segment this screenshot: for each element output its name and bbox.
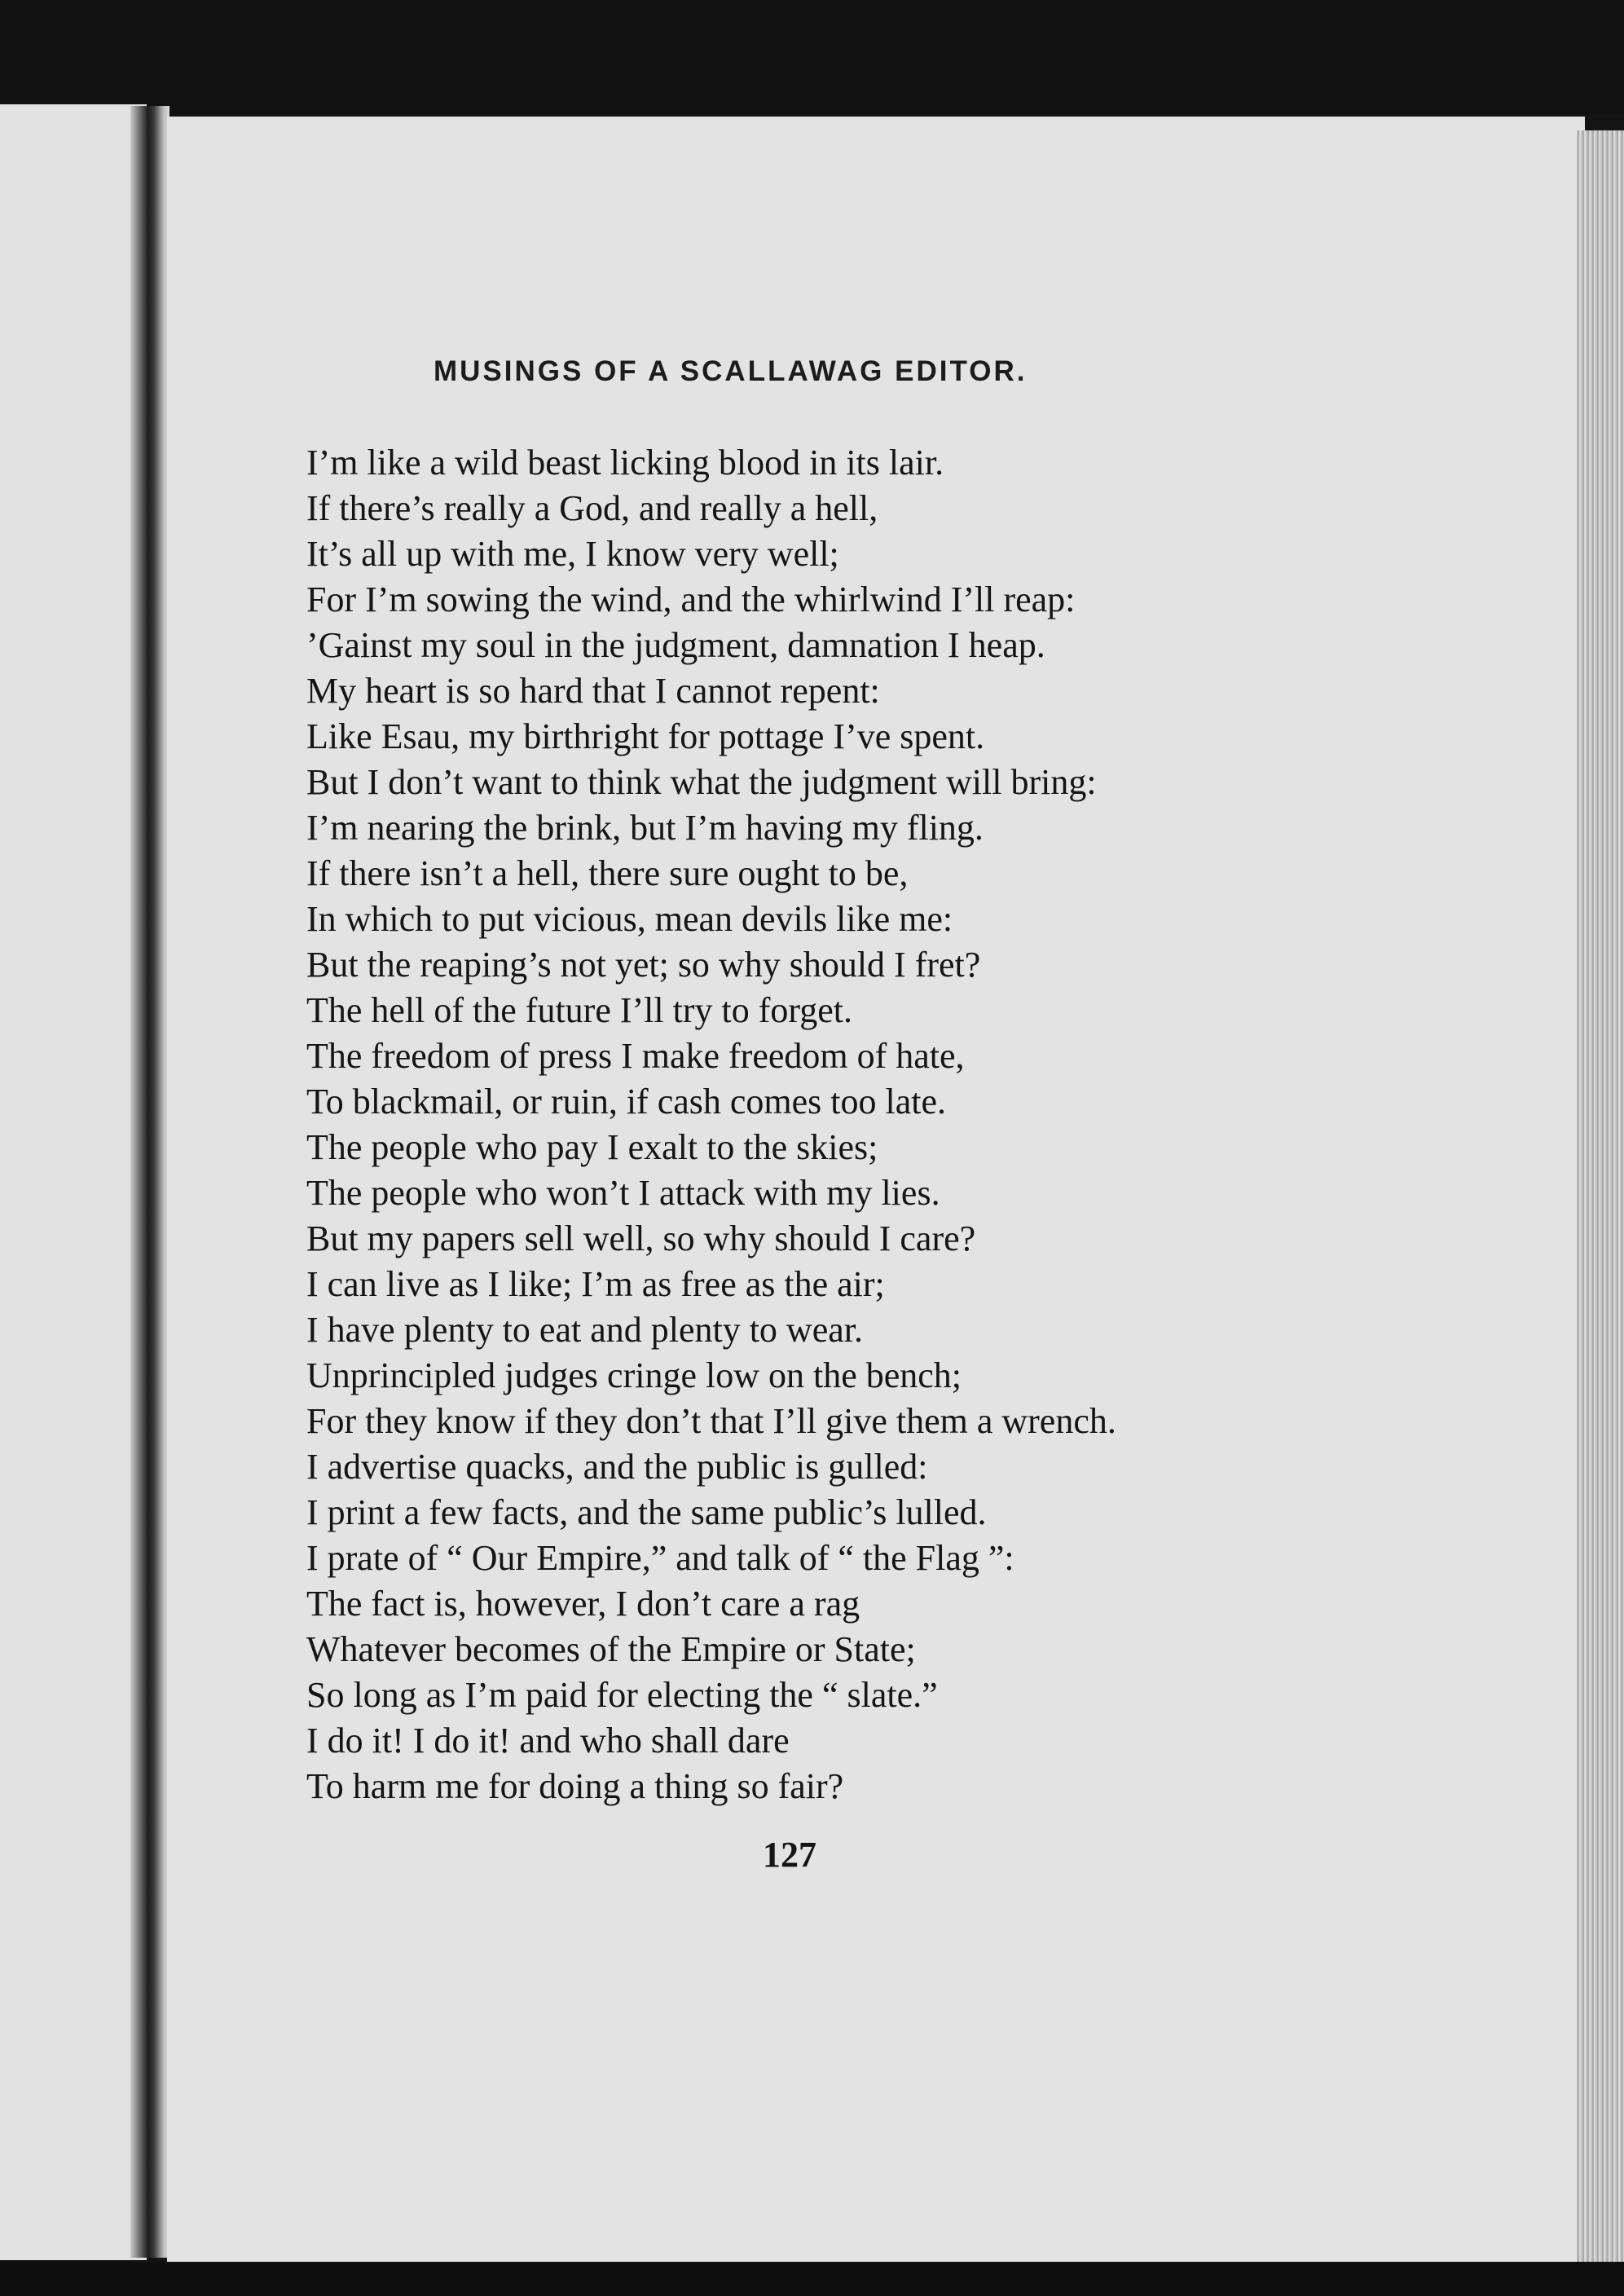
poem-line: The fact is, however, I don’t care a rag <box>306 1584 860 1624</box>
poem-line: Unprincipled judges cringe low on the bench; <box>306 1355 962 1395</box>
poem-line: If there isn’t a hell, there sure ought to be, <box>306 853 909 893</box>
poem-line: I’m like a wild beast licking blood in its lair. <box>306 443 944 483</box>
scan-top-border <box>0 0 1624 114</box>
poem-line: I advertise quacks, and the public is gulled: <box>306 1447 928 1487</box>
page-number: 127 <box>763 1835 816 1875</box>
poem-line: To blackmail, or ruin, if cash comes too late. <box>306 1082 947 1122</box>
poem-line: But I don’t want to think what the judgment will bring: <box>306 762 1097 802</box>
poem-line: I prate of “ Our Empire,” and talk of “ the Flag ”: <box>306 1538 1014 1578</box>
poem-line: If there’s really a God, and really a hell, <box>306 488 878 528</box>
scan-bottom-border <box>0 2262 1624 2296</box>
book-gutter <box>130 106 169 2258</box>
running-head: MUSINGS OF A SCALLAWAG EDITOR. <box>434 355 1028 387</box>
page-stack-edge <box>1577 130 1624 2270</box>
poem-line: But my papers sell well, so why should I care? <box>306 1219 976 1258</box>
poem-line: ’Gainst my soul in the judgment, damnation I heap. <box>306 625 1045 665</box>
poem-line: But the reaping’s not yet; so why should I fret? <box>306 945 981 985</box>
poem-line: Like Esau, my birthright for pottage I’ve spent. <box>306 716 985 756</box>
poem-line: The hell of the future I’ll try to forget. <box>306 990 852 1030</box>
poem-line: I print a few facts, and the same public’s lulled. <box>306 1492 987 1532</box>
poem-line: For they know if they don’t that I’ll give them a wrench. <box>306 1401 1116 1441</box>
poem-line: I do it! I do it! and who shall dare <box>306 1721 790 1761</box>
poem-line: To harm me for doing a thing so fair? <box>306 1766 844 1806</box>
facing-page-edge <box>0 104 147 2260</box>
poem-line: I have plenty to eat and plenty to wear. <box>306 1310 863 1350</box>
poem-line: Whatever becomes of the Empire or State; <box>306 1629 916 1669</box>
poem-line: The people who pay I exalt to the skies; <box>306 1127 878 1167</box>
poem-text <box>306 440 1116 1809</box>
poem-line: For I’m sowing the wind, and the whirlwind I’ll reap: <box>306 580 1076 619</box>
poem-line: So long as I’m paid for electing the “ slate.” <box>306 1675 938 1715</box>
poem-line: My heart is so hard that I cannot repent: <box>306 671 880 711</box>
poem-line: It’s all up with me, I know very well; <box>306 534 839 574</box>
poem-line: The freedom of press I make freedom of hate, <box>306 1036 965 1076</box>
poem-line: The people who won’t I attack with my lies. <box>306 1173 940 1213</box>
poem-line: I can live as I like; I’m as free as the air; <box>306 1264 885 1304</box>
poem-line: In which to put vicious, mean devils like me: <box>306 899 953 939</box>
poem-line: I’m nearing the brink, but I’m having my fling. <box>306 808 984 848</box>
